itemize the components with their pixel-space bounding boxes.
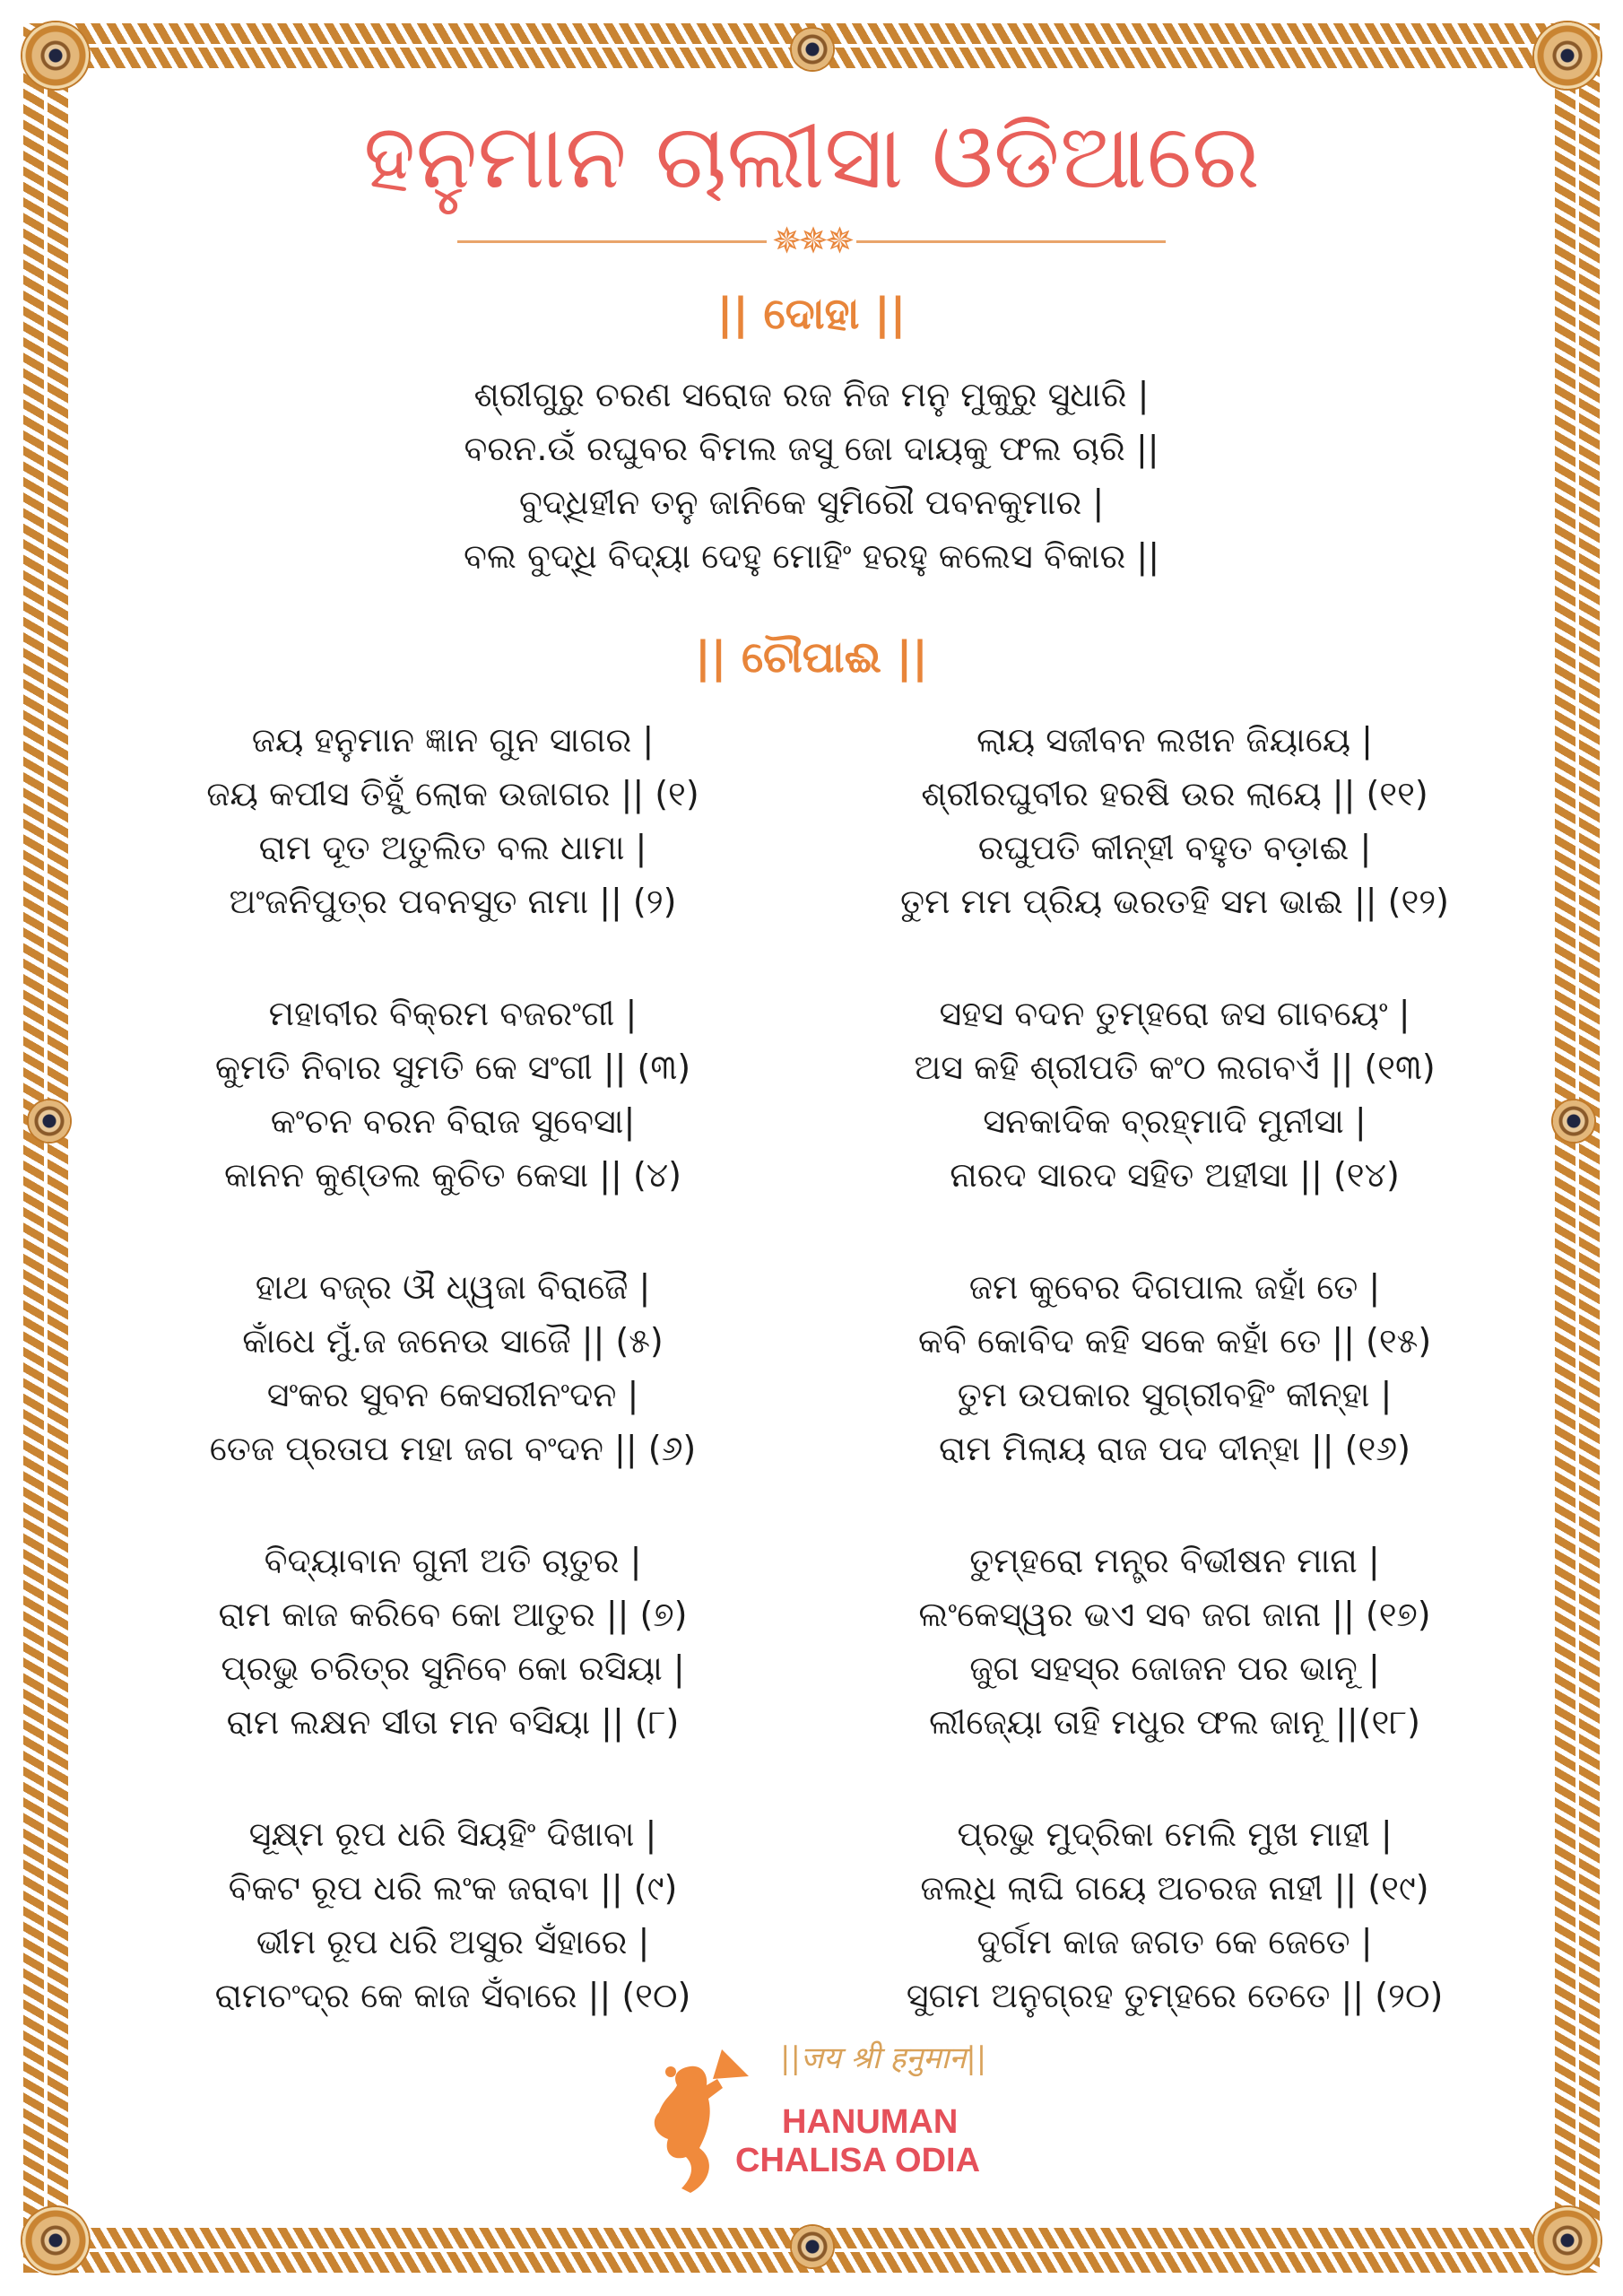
chaupai-line: ଲଂକେସ୍ୱର ଭଏ ସବ ଜଗ ଜାନା || (୧୭) bbox=[918, 1595, 1431, 1634]
doha-line: ବରନ.ଉଁ ରଘୁବର ବିମଲ ଜସୁ ଜୋ ଦାୟକୁ ଫଲ ଚାରି || bbox=[464, 429, 1159, 468]
chaupai-right-column bbox=[816, 713, 1533, 2081]
chaupai-line: ଅଂଜନିପୁତ୍ର ପବନସୁତ ନାମା || (୨) bbox=[229, 882, 677, 921]
chaupai-left-column bbox=[94, 713, 812, 2081]
chaupai-stanza bbox=[816, 987, 1533, 1260]
chaupai-line: ବିକଟ ରୂପ ଧରି ଲଂକ ଜରାବା || (୯) bbox=[228, 1868, 678, 1908]
chaupai-line: ତେଜ ପ୍ରତାପ ମହା ଜଗ ବଂଦନ || (୬) bbox=[209, 1429, 697, 1468]
chaupai-line: ପ୍ରଭୁ ମୁଦ୍ରିକା ମେଲି ମୁଖ ମାହୀ | bbox=[957, 1814, 1393, 1854]
chaupai-line: ତୁମ୍ହରୋ ମନ୍ତ୍ର ବିଭୀଷନ ମାନା | bbox=[969, 1541, 1380, 1580]
corner-medallion-icon bbox=[22, 22, 89, 89]
right-medallion-icon bbox=[1553, 1100, 1594, 1142]
chaupai-line: ଶ୍ରୀରଘୁବୀର ହରଷି ଉର ଲାୟେ || (୧୧) bbox=[921, 774, 1428, 813]
chaupai-line: ରାମ ଦୂତ ଅତୁଲିତ ବଲ ଧାମା | bbox=[258, 828, 647, 867]
chaupai-line: ସଂକର ସୁବନ କେସରୀନଂଦନ | bbox=[266, 1375, 639, 1414]
left-medallion-icon bbox=[29, 1100, 70, 1142]
chaupai-stanza bbox=[94, 1260, 812, 1534]
star-ornament-icon: ✵✵✵ bbox=[767, 215, 856, 267]
chaupai-line: ରାମ ଲକ୍ଷନ ସୀତା ମନ ବସିୟା || (୮) bbox=[226, 1702, 680, 1742]
chaupai-line: ସନକାଦିକ ବ୍ରହ୍ମାଦି ମୁନୀସା | bbox=[983, 1101, 1367, 1141]
chaupai-line: କାନନ କୁଣ୍ଡଲ କୁଚିତ କେସା || (୪) bbox=[224, 1155, 681, 1195]
chaupai-line: ପ୍ରଭୁ ଚରିତ୍ର ସୁନିବେ କୋ ରସିୟା | bbox=[221, 1648, 685, 1688]
chaupai-line: ହାଥ ବଜ୍ର ଔ ଧ୍ୱଜା ବିରାଜୈ | bbox=[255, 1267, 651, 1307]
page-title: ହନୁମାନ ଚାଲୀସା ଓଡିଆରେ bbox=[363, 104, 1260, 209]
chaupai-line: ଅସ କହି ଶ୍ରୀପତି କଂଠ ଲଗବଏଁ || (୧୩) bbox=[914, 1048, 1436, 1087]
top-medallion-icon bbox=[792, 29, 833, 70]
chaupai-line: ରଘୁପତି କୀନ୍ହୀ ବହୁତ ବଡ଼ାଈ | bbox=[977, 828, 1372, 867]
chaupai-line: ସୁଗମ ଅନୁଗ୍ରହ ତୁମ୍ହରେ ତେତେ || (୨୦) bbox=[906, 1976, 1444, 2015]
chaupai-heading: || ଚୌପାଈ || bbox=[695, 632, 928, 683]
chaupai-line: ନାରଦ ସାରଦ ସହିତ ଅହୀସା || (୧୪) bbox=[950, 1155, 1400, 1195]
chaupai-line: କଂଚନ ବରନ ବିରାଜ ସୁବେସା| bbox=[270, 1101, 636, 1141]
chaupai-line: ଲାୟ ସଜୀବନ ଲଖନ ଜିୟାୟେ | bbox=[976, 720, 1373, 760]
hanuman-chalisa-odia-logo bbox=[637, 2036, 995, 2197]
chaupai-line: ରାମ କାଜ କରିବେ କୋ ଆତୁର || (୭) bbox=[218, 1595, 688, 1634]
chaupai-line: ବିଦ୍ୟାବାନ ଗୁନୀ ଅତି ଚାତୁର | bbox=[264, 1541, 642, 1580]
chaupai-line: କୁମତି ନିବାର ସୁମତି କେ ସଂଗୀ || (୩) bbox=[214, 1048, 691, 1087]
logo-text-line1: HANUMAN bbox=[782, 2103, 959, 2141]
chaupai-line: ରାମ ମିଲାୟ ରାଜ ପଦ ଦୀନ୍ହା || (୧୬) bbox=[938, 1429, 1410, 1468]
chaupai-line: ସୂକ୍ଷ୍ମ ରୂପ ଧରି ସିୟହିଂ ଦିଖାବା | bbox=[248, 1814, 657, 1854]
corner-medallion-icon bbox=[22, 2207, 89, 2274]
bottom-medallion-icon bbox=[792, 2226, 833, 2267]
chaupai-line: ଜୁଗ ସହସ୍ର ଜୋଜନ ପର ଭାନୂ | bbox=[969, 1648, 1380, 1688]
chaupai-line: ରାମଚଂଦ୍ର କେ କାଜ ସଁବାରେ || (୧୦) bbox=[214, 1976, 691, 2015]
chaupai-stanza bbox=[94, 713, 812, 987]
chaupai-line: ଜମ କୁବେର ଦିଗପାଲ ଜହାଁ ତେ | bbox=[968, 1267, 1381, 1307]
doha-line: ଶ୍ରୀଗୁରୁ ଚରଣ ସରୋଜ ରଜ ନିଜ ମନୁ ମୁକୁରୁ ସୁଧାରି | bbox=[473, 375, 1150, 414]
chaupai-line: ଦୁର୍ଗମ କାଜ ଜଗତ କେ ଜେତେ | bbox=[976, 1922, 1373, 1961]
doha-line: ବୁଦ୍ଧିହୀନ ତନୁ ଜାନିକେ ସୁମିରୌ ପବନକୁମାର | bbox=[518, 483, 1105, 522]
chaupai-stanza bbox=[94, 987, 812, 1260]
chaupai-stanza bbox=[94, 1534, 812, 1807]
chaupai-line: ସହସ ବଦନ ତୁମ୍ହରୋ ଜସ ଗାବୟେଂ | bbox=[939, 994, 1410, 1033]
chaupai-line: ତୁମ ଉପକାର ସୁଗ୍ରୀବହିଂ କୀନ୍ହା | bbox=[957, 1375, 1393, 1414]
chaupai-stanza bbox=[816, 1534, 1533, 1807]
corner-medallion-icon bbox=[1534, 2207, 1601, 2274]
frame-border-left bbox=[23, 23, 68, 2273]
chaupai-line: ତୁମ ମମ ପ୍ରିୟ ଭରତହି ସମ ଭାଈ || (୧୨) bbox=[900, 882, 1449, 921]
chaupai-line: ଜୟ କପୀସ ତିହୁଁ ଲୋକ ଉଜାଗର || (୧) bbox=[206, 774, 699, 813]
chaupai-line: କାଁଧେ ମୁଁ.ଜ ଜନେଉ ସାଜୈ || (୫) bbox=[242, 1321, 664, 1361]
chaupai-line: ମହାବୀର ବିକ୍ରମ ବଜରଂଗୀ | bbox=[268, 994, 638, 1033]
logo-tagline: ||जय श्री हनुमान|| bbox=[780, 2040, 987, 2076]
doha-verses bbox=[0, 368, 1623, 583]
corner-medallion-icon bbox=[1534, 22, 1601, 89]
chaupai-stanza bbox=[816, 1260, 1533, 1534]
chaupai-line: ଜୟ ହନୁମାନ ଜ୍ଞାନ ଗୁନ ସାଗର | bbox=[251, 720, 655, 760]
chaupai-line: ଜଲଧି ଲାଘି ଗୟେ ଅଚରଜ ନାହୀ || (୧୯) bbox=[920, 1868, 1429, 1908]
chaupai-line: ଭୀମ ରୂପ ଧରି ଅସୁର ସଁହାରେ | bbox=[256, 1922, 650, 1961]
doha-heading: || ଦୋହା || bbox=[716, 289, 907, 339]
chaupai-line: କବି କୋବିଦ କହି ସକେ କହାଁ ତେ || (୧୫) bbox=[917, 1321, 1432, 1361]
doha-line: ବଲ ବୁଦ୍ଧି ବିଦ୍ୟା ଦେହୁ ମୋହିଂ ହରହୁ କଲେସ ବିକାର || bbox=[464, 536, 1159, 576]
chaupai-stanza bbox=[816, 713, 1533, 987]
frame-border-right bbox=[1555, 23, 1600, 2273]
logo-text-line2: CHALISA ODIA bbox=[735, 2142, 981, 2179]
chaupai-line: ଲୀଜ୍ୟୋ ତାହି ମଧୁର ଫଲ ଜାନୂ ||(୧୮) bbox=[929, 1702, 1420, 1742]
